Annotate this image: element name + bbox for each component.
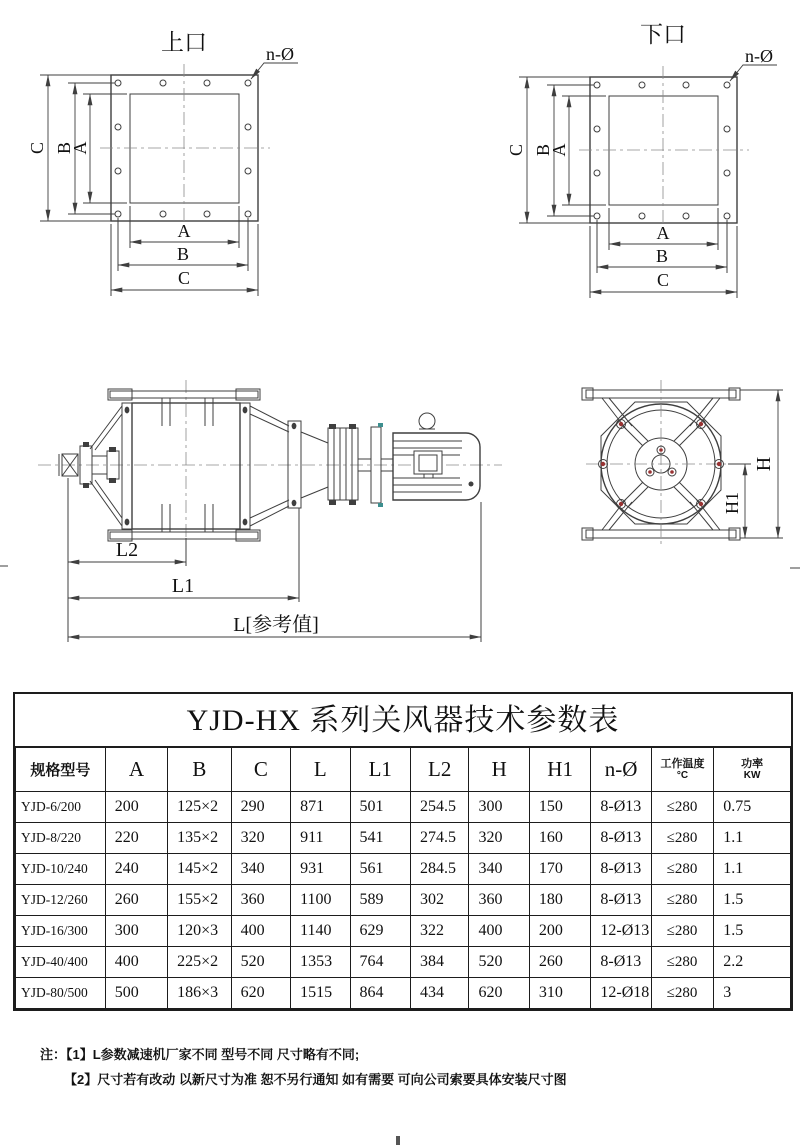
crop-marks [0,566,800,568]
cell-kw: 1.5 [714,885,791,916]
header-h: H [469,748,529,792]
header-b: B [168,748,231,792]
cell-l: 911 [291,823,350,854]
header-power-line2: KW [743,769,761,781]
table-row [16,854,791,885]
header-model: 规格型号 [16,748,106,792]
cell-n: 12-Ø18 [591,978,651,1009]
cell-h: 300 [469,792,529,823]
cell-l2: 322 [411,916,469,947]
cell-l2: 274.5 [411,823,469,854]
cell-h: 320 [469,823,529,854]
cell-c: 320 [231,823,290,854]
cell-l2: 384 [411,947,469,978]
cell-a: 220 [105,823,167,854]
header-n: n-Ø [591,748,651,792]
length-dimensions [68,478,481,642]
dim-l1-label: L1 [171,575,195,597]
cell-h1: 170 [529,854,590,885]
cell-l1: 589 [350,885,410,916]
cell-l: 1140 [291,916,350,947]
height-dimensions [722,390,783,538]
dim-l-label: L[参考值] [233,614,319,636]
notes [40,1042,567,1092]
cell-a: 200 [105,792,167,823]
top-port-drawing [27,30,298,296]
header-power-line1: 功率 [741,757,764,770]
table-row [16,823,791,854]
cell-n: 8-Ø13 [591,947,651,978]
header-l2: L2 [411,748,469,792]
cell-kw: 3 [714,978,791,1009]
end-view-drawing [582,380,783,548]
cell-l: 931 [291,854,350,885]
cell-b: 186×3 [168,978,231,1009]
flange-drawings [0,0,800,335]
cell-h1: 150 [529,792,590,823]
cell-h1: 310 [529,978,590,1009]
cell-model: YJD-40/400 [16,947,106,978]
cell-l: 1353 [291,947,350,978]
cell-kw: 1.1 [714,823,791,854]
cell-b: 155×2 [168,885,231,916]
header-a: A [105,748,167,792]
cell-l: 1100 [291,885,350,916]
cell-temp: ≤280 [651,978,713,1009]
cell-h: 400 [469,916,529,947]
dim-h1-label: H1 [722,492,742,514]
cell-c: 400 [231,916,290,947]
header-h1: H1 [529,748,590,792]
cell-a: 240 [105,854,167,885]
cell-kw: 1.5 [714,916,791,947]
table-row [16,978,791,1009]
note-line-2: 【2】尺寸若有改动 以新尺寸为准 恕不另行通知 如有需要 可向公司索要具体安装尺寸图 [64,1072,567,1087]
cell-l2: 254.5 [411,792,469,823]
table-row [16,916,791,947]
note-prefix: 注： [40,1047,67,1062]
cell-l1: 629 [350,916,410,947]
header-c: C [231,748,290,792]
top-port-title: 上口 [161,30,207,55]
cell-a: 400 [105,947,167,978]
table-header-row [16,748,791,792]
cell-l2: 302 [411,885,469,916]
parameter-table [13,692,793,1011]
table-row [16,885,791,916]
cell-c: 620 [231,978,290,1009]
cell-model: YJD-6/200 [16,792,106,823]
cell-b: 225×2 [168,947,231,978]
cell-l: 1515 [291,978,350,1009]
cell-b: 145×2 [168,854,231,885]
cell-model: YJD-16/300 [16,916,106,947]
cell-model: YJD-8/220 [16,823,106,854]
motor [393,413,480,500]
cell-h: 620 [469,978,529,1009]
cell-a: 500 [105,978,167,1009]
side-view-drawing [38,380,502,642]
cell-l1: 764 [350,947,410,978]
cell-model: YJD-80/500 [16,978,106,1009]
cell-temp: ≤280 [651,854,713,885]
cell-kw: 1.1 [714,854,791,885]
note-item-1: 【1】L参数减速机厂家不同 型号不同 尺寸略有不同; [66,1047,360,1062]
cell-temp: ≤280 [651,885,713,916]
cell-h1: 160 [529,823,590,854]
cell-h: 340 [469,854,529,885]
cell-n: 8-Ø13 [591,792,651,823]
cell-c: 340 [231,854,290,885]
cell-temp: ≤280 [651,792,713,823]
header-power [714,748,791,792]
bottom-crop-mark [396,1136,400,1145]
dim-l2-label: L2 [115,539,139,561]
header-temp-line2: °C [676,769,689,781]
header-temp-line1: 工作温度 [660,757,705,770]
cell-model: YJD-12/260 [16,885,106,916]
header-l: L [291,748,350,792]
cell-l2: 284.5 [411,854,469,885]
table-row [16,947,791,978]
header-l1: L1 [350,748,410,792]
cell-b: 135×2 [168,823,231,854]
cell-b: 120×3 [168,916,231,947]
cell-l: 871 [291,792,350,823]
lifting-eye [419,413,435,429]
cell-n: 8-Ø13 [591,854,651,885]
cell-l1: 864 [350,978,410,1009]
cell-h1: 260 [529,947,590,978]
cell-c: 290 [231,792,290,823]
cell-n: 12-Ø13 [591,916,651,947]
header-temp [651,748,713,792]
cell-c: 520 [231,947,290,978]
note-line-1 [40,1042,567,1067]
bottom-port-drawing [506,22,777,298]
bottom-port-title: 下口 [640,22,686,47]
cell-h: 360 [469,885,529,916]
cell-temp: ≤280 [651,916,713,947]
cell-model: YJD-10/240 [16,854,106,885]
cell-n: 8-Ø13 [591,885,651,916]
cell-temp: ≤280 [651,947,713,978]
cell-c: 360 [231,885,290,916]
cell-h1: 180 [529,885,590,916]
gear-reducer [250,406,393,526]
cell-a: 260 [105,885,167,916]
cell-a: 300 [105,916,167,947]
cell-l1: 501 [350,792,410,823]
cell-b: 125×2 [168,792,231,823]
cell-l1: 541 [350,823,410,854]
cell-kw: 2.2 [714,947,791,978]
table-row [16,792,791,823]
cell-l2: 434 [411,978,469,1009]
cell-n: 8-Ø13 [591,823,651,854]
table-title: YJD-HX 系列关风器技术参数表 [15,694,791,747]
cell-temp: ≤280 [651,823,713,854]
cell-h: 520 [469,947,529,978]
cell-h1: 200 [529,916,590,947]
cell-l1: 561 [350,854,410,885]
cell-kw: 0.75 [714,792,791,823]
dim-h-label: H [753,456,775,472]
assembly-drawings [0,340,800,680]
